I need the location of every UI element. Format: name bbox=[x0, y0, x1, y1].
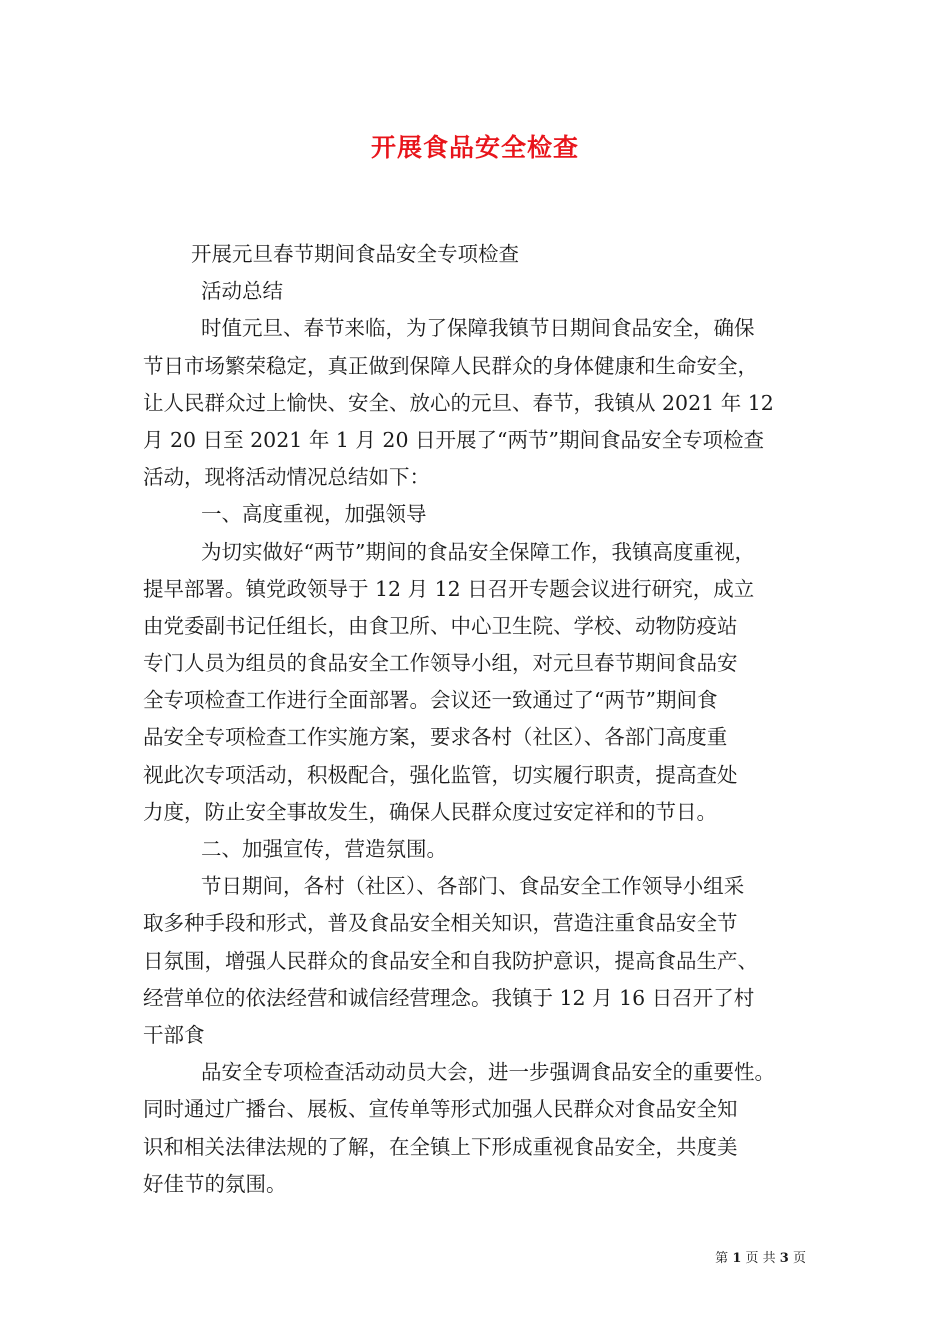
footer-total-pages: 3 bbox=[779, 1251, 789, 1266]
paragraph-line: 提早部署。镇党政领导于 12 月 12 日召开专题会议进行研究，成立 bbox=[143, 576, 755, 601]
paragraph-line: 品安全专项检查活动动员大会，进一步强调食品安全的重要性。 bbox=[201, 1060, 775, 1085]
footer-prefix: 第 bbox=[715, 1251, 729, 1266]
paragraph-line: 节日期间，各村（社区）、各部门、食品安全工作领导小组采 bbox=[201, 874, 745, 899]
paragraph-line: 全专项检查工作进行全面部署。会议还一致通过了“两节”期间食 bbox=[143, 688, 718, 713]
paragraph-line: 节日市场繁荣稳定，真正做到保障人民群众的身体健康和生命安全， bbox=[143, 353, 758, 378]
paragraph-line: 识和相关法律法规的了解，在全镇上下形成重视食品安全，共度美 bbox=[143, 1134, 738, 1159]
paragraph-line: 月 20 日至 2021 年 1 月 20 日开展了“两节”期间食品安全专项检查 bbox=[143, 427, 764, 452]
paragraph-section-2-continued bbox=[143, 1054, 823, 1203]
paragraph-line: 由党委副书记任组长，由食卫所、中心卫生院、学校、动物防疫站 bbox=[143, 613, 738, 638]
paragraph-line: 品安全专项检查工作实施方案，要求各村（社区）、各部门高度重 bbox=[143, 725, 728, 750]
paragraph-section-2 bbox=[143, 868, 823, 1054]
paragraph-line: 专门人员为组员的食品安全工作领导小组，对元旦春节期间食品安 bbox=[143, 651, 738, 676]
paragraph-line: 经营单位的依法经营和诚信经营理念。我镇于 12 月 16 日召开了村 bbox=[143, 985, 755, 1010]
paragraph-line: 同时通过广播台、展板、宣传单等形式加强人民群众对食品安全知 bbox=[143, 1097, 738, 1122]
paragraph-line: 好佳节的氛围。 bbox=[143, 1171, 287, 1196]
section-heading-2: 二、加强宣传，营造氛围。 bbox=[201, 837, 447, 861]
paragraph-line: 日氛围，增强人民群众的食品安全和自我防护意识，提高食品生产、 bbox=[143, 948, 758, 973]
paragraph-line: 时值元旦、春节来临，为了保障我镇节日期间食品安全，确保 bbox=[201, 316, 755, 341]
footer-suffix: 页 bbox=[792, 1251, 806, 1266]
footer-middle: 页 共 bbox=[745, 1251, 776, 1266]
paragraph-line: 活动，现将活动情况总结如下： bbox=[143, 465, 430, 490]
document-body bbox=[143, 236, 823, 1203]
subtitle-line-1: 开展元旦春节期间食品安全专项检查 bbox=[191, 242, 519, 266]
paragraph-line: 让人民群众过上愉快、安全、放心的元旦、春节，我镇从 2021 年 12 bbox=[143, 390, 774, 415]
footer-current-page: 1 bbox=[732, 1251, 742, 1266]
page-number-footer bbox=[715, 1247, 806, 1266]
paragraph-line: 为切实做好“两节”期间的食品安全保障工作，我镇高度重视， bbox=[201, 539, 755, 564]
paragraph-section-1 bbox=[143, 534, 823, 832]
paragraph-line: 视此次专项活动，积极配合，强化监管，切实履行职责，提高查处 bbox=[143, 762, 738, 787]
paragraph-line: 力度，防止安全事故发生，确保人民群众度过安定祥和的节日。 bbox=[143, 799, 717, 824]
document-title: 开展食品安全检查 bbox=[370, 133, 579, 162]
paragraph-intro bbox=[143, 310, 823, 496]
subtitle-line-2: 活动总结 bbox=[201, 279, 283, 304]
paragraph-line: 取多种手段和形式，普及食品安全相关知识，营造注重食品安全节 bbox=[143, 911, 738, 936]
paragraph-line: 干部食 bbox=[143, 1022, 205, 1047]
section-heading-1: 一、高度重视，加强领导 bbox=[201, 502, 427, 527]
